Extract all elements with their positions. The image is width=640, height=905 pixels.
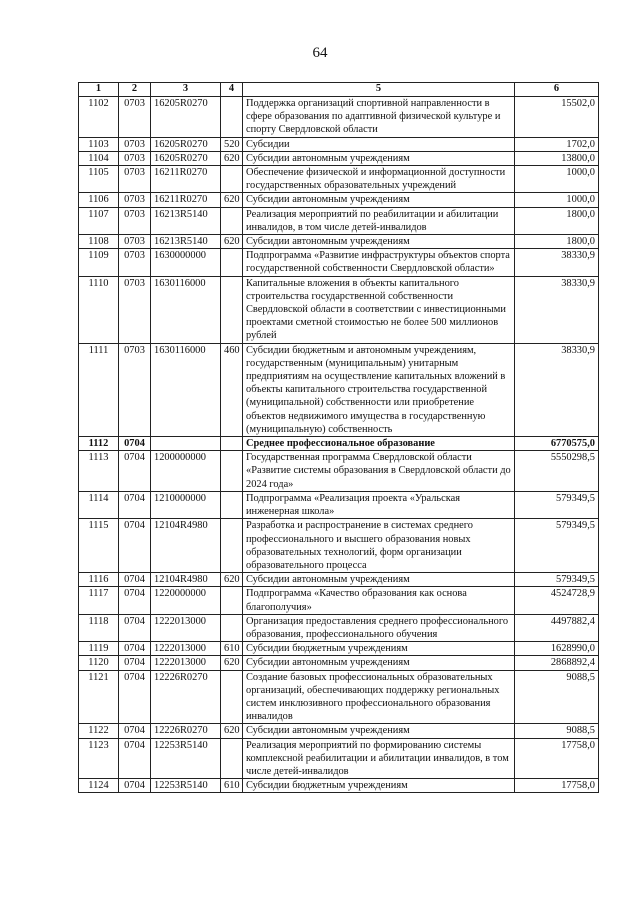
amount: 9088,5 <box>515 670 599 724</box>
expense-type-code: 610 <box>221 642 243 656</box>
item-name: Субсидии автономным учреждениям <box>243 656 515 670</box>
target-article-code: 1210000000 <box>151 491 221 518</box>
expense-type-code <box>221 670 243 724</box>
target-article-code: 1630000000 <box>151 249 221 276</box>
row-number: 1105 <box>79 166 119 193</box>
row-number: 1119 <box>79 642 119 656</box>
amount: 38330,9 <box>515 343 599 436</box>
amount: 17758,0 <box>515 738 599 779</box>
row-number: 1116 <box>79 573 119 587</box>
table-row <box>79 249 599 276</box>
amount: 579349,5 <box>515 519 599 573</box>
target-article-code: 16205R0270 <box>151 137 221 151</box>
column-header: 6 <box>515 83 599 97</box>
item-name: Поддержка организаций спортивной направленности в сфере образования по адаптивной физической культуре и спорту Свердловской области <box>243 97 515 138</box>
amount: 1800,0 <box>515 207 599 234</box>
table-row <box>79 235 599 249</box>
row-number: 1103 <box>79 137 119 151</box>
section-code: 0703 <box>119 166 151 193</box>
expense-type-code <box>221 491 243 518</box>
amount: 9088,5 <box>515 724 599 738</box>
item-name: Субсидии автономным учреждениям <box>243 151 515 165</box>
expense-type-code <box>221 207 243 234</box>
table-row <box>79 276 599 343</box>
amount: 5550298,5 <box>515 451 599 492</box>
item-name: Субсидии бюджетным учреждениям <box>243 642 515 656</box>
table-row <box>79 97 599 138</box>
row-number: 1106 <box>79 193 119 207</box>
item-name: Разработка и распространение в системах среднего профессионального и высшего образования новых образовательных технологий, форм организации образовательного процесса <box>243 519 515 573</box>
table-body <box>79 97 599 793</box>
target-article-code: 16205R0270 <box>151 97 221 138</box>
target-article-code: 12226R0270 <box>151 670 221 724</box>
table-row <box>79 573 599 587</box>
table-row <box>79 779 599 793</box>
table-row <box>79 343 599 436</box>
target-article-code: 1220000000 <box>151 587 221 614</box>
budget-table <box>78 82 599 793</box>
expense-type-code <box>221 738 243 779</box>
column-header: 2 <box>119 83 151 97</box>
column-header: 3 <box>151 83 221 97</box>
section-code: 0704 <box>119 519 151 573</box>
expense-type-code <box>221 519 243 573</box>
target-article-code: 12226R0270 <box>151 724 221 738</box>
section-code: 0704 <box>119 437 151 451</box>
expense-type-code <box>221 614 243 641</box>
expense-type-code: 620 <box>221 724 243 738</box>
amount: 6770575,0 <box>515 437 599 451</box>
expense-type-code <box>221 587 243 614</box>
section-code: 0704 <box>119 670 151 724</box>
target-article-code: 16211R0270 <box>151 166 221 193</box>
table-row <box>79 642 599 656</box>
amount: 1702,0 <box>515 137 599 151</box>
item-name: Создание базовых профессиональных образовательных организаций, обеспечивающих поддержку региональных систем инклюзивного профессионального образования инвалидов <box>243 670 515 724</box>
amount: 13800,0 <box>515 151 599 165</box>
table-row <box>79 587 599 614</box>
section-code: 0703 <box>119 97 151 138</box>
expense-type-code <box>221 437 243 451</box>
row-number: 1117 <box>79 587 119 614</box>
row-number: 1111 <box>79 343 119 436</box>
row-number: 1115 <box>79 519 119 573</box>
expense-type-code: 620 <box>221 573 243 587</box>
section-code: 0704 <box>119 587 151 614</box>
expense-type-code: 610 <box>221 779 243 793</box>
section-code: 0703 <box>119 137 151 151</box>
target-article-code: 16211R0270 <box>151 193 221 207</box>
amount: 1000,0 <box>515 166 599 193</box>
amount: 579349,5 <box>515 573 599 587</box>
target-article-code: 1222013000 <box>151 614 221 641</box>
expense-type-code: 620 <box>221 656 243 670</box>
row-number: 1120 <box>79 656 119 670</box>
item-name: Субсидии автономным учреждениям <box>243 724 515 738</box>
amount: 38330,9 <box>515 249 599 276</box>
table-row <box>79 151 599 165</box>
expense-type-code: 460 <box>221 343 243 436</box>
page-number: 64 <box>312 45 328 61</box>
target-article-code: 12253R5140 <box>151 779 221 793</box>
target-article-code: 12104R4980 <box>151 573 221 587</box>
section-code: 0704 <box>119 491 151 518</box>
amount: 15502,0 <box>515 97 599 138</box>
table-row <box>79 166 599 193</box>
row-number: 1123 <box>79 738 119 779</box>
target-article-code: 1630116000 <box>151 276 221 343</box>
expense-type-code: 620 <box>221 235 243 249</box>
column-header: 4 <box>221 83 243 97</box>
table-row <box>79 437 599 451</box>
column-header: 1 <box>79 83 119 97</box>
expense-type-code <box>221 249 243 276</box>
item-name: Подпрограмма «Реализация проекта «Уральская инженерная школа» <box>243 491 515 518</box>
item-name: Капитальные вложения в объекты капитального строительства государственной собственности Свердловской области в соответствии с инвестиционными проектами сметной стоимостью не более 500 миллионов рублей <box>243 276 515 343</box>
expense-type-code <box>221 276 243 343</box>
row-number: 1114 <box>79 491 119 518</box>
item-name: Государственная программа Свердловской области «Развитие системы образования в Свердловской области до 2024 года» <box>243 451 515 492</box>
table-row <box>79 614 599 641</box>
item-name: Субсидии автономным учреждениям <box>243 235 515 249</box>
target-article-code: 1630116000 <box>151 343 221 436</box>
row-number: 1124 <box>79 779 119 793</box>
item-name: Субсидии автономным учреждениям <box>243 193 515 207</box>
row-number: 1112 <box>79 437 119 451</box>
row-number: 1109 <box>79 249 119 276</box>
row-number: 1121 <box>79 670 119 724</box>
target-article-code: 1200000000 <box>151 451 221 492</box>
row-number: 1104 <box>79 151 119 165</box>
table-header-row <box>79 83 599 97</box>
target-article-code: 12104R4980 <box>151 519 221 573</box>
table-row <box>79 738 599 779</box>
amount: 38330,9 <box>515 276 599 343</box>
section-code: 0703 <box>119 151 151 165</box>
section-code: 0704 <box>119 724 151 738</box>
target-article-code: 16213R5140 <box>151 235 221 249</box>
section-code: 0703 <box>119 343 151 436</box>
amount: 1800,0 <box>515 235 599 249</box>
expense-type-code <box>221 451 243 492</box>
item-name: Субсидии автономным учреждениям <box>243 573 515 587</box>
expense-type-code: 620 <box>221 151 243 165</box>
item-name: Субсидии бюджетным учреждениям <box>243 779 515 793</box>
table-row <box>79 207 599 234</box>
item-name: Субсидии бюджетным и автономным учреждениям, государственным (муниципальным) унитарным предприятиям на осуществление капитальных вложений в объекты капитального строительства государственной (муниципальной) собственности или приобретение объектов недвижимого имущества в государственную (муниципальную) собственность <box>243 343 515 436</box>
item-name: Субсидии <box>243 137 515 151</box>
table-row <box>79 724 599 738</box>
row-number: 1110 <box>79 276 119 343</box>
item-name: Обеспечение физической и информационной доступности государственных образовательных учреждений <box>243 166 515 193</box>
target-article-code <box>151 437 221 451</box>
amount: 1000,0 <box>515 193 599 207</box>
target-article-code: 12253R5140 <box>151 738 221 779</box>
target-article-code: 1222013000 <box>151 656 221 670</box>
table-row <box>79 451 599 492</box>
section-code: 0703 <box>119 276 151 343</box>
section-code: 0704 <box>119 656 151 670</box>
item-name: Среднее профессиональное образование <box>243 437 515 451</box>
expense-type-code <box>221 166 243 193</box>
expense-type-code: 520 <box>221 137 243 151</box>
amount: 2868892,4 <box>515 656 599 670</box>
section-code: 0703 <box>119 193 151 207</box>
table-row <box>79 491 599 518</box>
amount: 579349,5 <box>515 491 599 518</box>
target-article-code: 16213R5140 <box>151 207 221 234</box>
item-name: Организация предоставления среднего профессионального образования, профессионального обучения <box>243 614 515 641</box>
amount: 4524728,9 <box>515 587 599 614</box>
section-code: 0703 <box>119 249 151 276</box>
table-row <box>79 193 599 207</box>
row-number: 1108 <box>79 235 119 249</box>
section-code: 0704 <box>119 779 151 793</box>
expense-type-code: 620 <box>221 193 243 207</box>
table-row <box>79 656 599 670</box>
item-name: Реализация мероприятий по формированию системы комплексной реабилитации и абилитации инвалидов, в том числе детей-инвалидов <box>243 738 515 779</box>
amount: 17758,0 <box>515 779 599 793</box>
item-name: Подпрограмма «Качество образования как основа благополучия» <box>243 587 515 614</box>
row-number: 1102 <box>79 97 119 138</box>
column-header: 5 <box>243 83 515 97</box>
table-row <box>79 137 599 151</box>
amount: 4497882,4 <box>515 614 599 641</box>
section-code: 0704 <box>119 614 151 641</box>
row-number: 1107 <box>79 207 119 234</box>
section-code: 0704 <box>119 642 151 656</box>
item-name: Подпрограмма «Развитие инфраструктуры объектов спорта государственной собственности Свердловской области» <box>243 249 515 276</box>
section-code: 0704 <box>119 738 151 779</box>
table-row <box>79 519 599 573</box>
expense-type-code <box>221 97 243 138</box>
row-number: 1122 <box>79 724 119 738</box>
item-name: Реализация мероприятий по реабилитации и абилитации инвалидов, в том числе детей-инвалидов <box>243 207 515 234</box>
target-article-code: 16205R0270 <box>151 151 221 165</box>
row-number: 1113 <box>79 451 119 492</box>
row-number: 1118 <box>79 614 119 641</box>
table-row <box>79 670 599 724</box>
target-article-code: 1222013000 <box>151 642 221 656</box>
section-code: 0703 <box>119 235 151 249</box>
amount: 1628990,0 <box>515 642 599 656</box>
section-code: 0704 <box>119 573 151 587</box>
section-code: 0703 <box>119 207 151 234</box>
section-code: 0704 <box>119 451 151 492</box>
